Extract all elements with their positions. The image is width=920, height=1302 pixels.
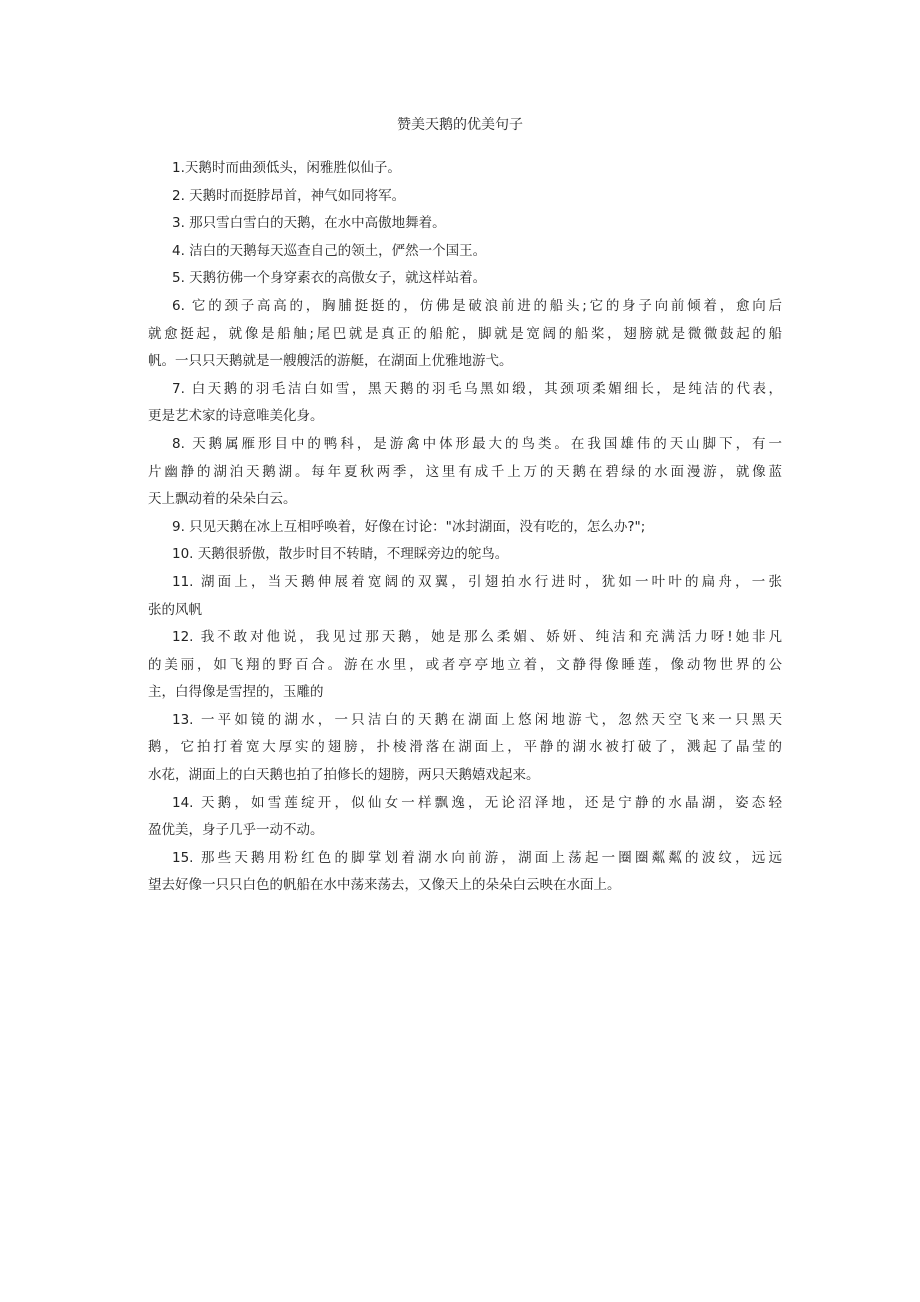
paragraph-line: 更是艺术家的诗意唯美化身。: [148, 408, 324, 425]
paragraph: [148, 514, 782, 542]
paragraph-line: 14. 天鹅，如雪莲绽开，似仙女一样飘逸，无论沼泽地，还是宁静的水晶湖，姿态轻: [172, 794, 782, 811]
paragraph-line: 主，白得像是雪捏的，玉雕的: [148, 684, 324, 701]
paragraph-line: 水花，湖面上的白天鹅也拍了拍修长的翅膀，两只天鹅嬉戏起来。: [148, 767, 540, 784]
paragraph: [148, 707, 782, 790]
paragraph-line: 望去好像一只只白色的帆船在水中荡来荡去，又像天上的朵朵白云映在水面上。: [148, 877, 621, 894]
paragraph-line: 4. 洁白的天鹅每天巡查自己的领土，俨然一个国王。: [172, 242, 487, 259]
paragraph-line: 鹅，它拍打着宽大厚实的翅膀，扑棱滑落在湖面上，平静的湖水被打破了，溅起了晶莹的: [148, 739, 782, 756]
paragraph: [148, 541, 782, 569]
paragraph-line: 张的风帆: [148, 601, 202, 618]
paragraph: [148, 790, 782, 845]
paragraph-line: 7. 白天鹅的羽毛洁白如雪，黑天鹅的羽毛乌黑如缎，其颈项柔媚细长，是纯洁的代表，: [172, 380, 782, 397]
paragraph-line: 5. 天鹅彷佛一个身穿素衣的高傲女子，就这样站着。: [172, 270, 487, 287]
paragraph-line: 就愈挺起，就像是船舳;尾巴就是真正的船舵，脚就是宽阔的船桨，翅膀就是微微鼓起的船: [148, 325, 782, 342]
paragraph-line: 15. 那些天鹅用粉红色的脚掌划着湖水向前游，湖面上荡起一圈圈粼粼的波纹，远远: [172, 849, 782, 866]
document-title: 赞美天鹅的优美句子: [397, 117, 523, 133]
paragraph-line: 12. 我不敢对他说，我见过那天鹅，她是那么柔媚、娇妍、纯洁和充满活力呀!她非凡: [172, 629, 782, 646]
paragraph-line: 3. 那只雪白雪白的天鹅，在水中高傲地舞着。: [172, 215, 446, 232]
paragraph: [148, 293, 782, 376]
paragraph: [148, 183, 782, 211]
paragraph: [148, 155, 782, 183]
paragraph-line: 2. 天鹅时而挺脖昂首，神气如同将军。: [172, 187, 406, 204]
paragraph: [148, 376, 782, 431]
paragraph: [148, 845, 782, 900]
paragraph-line: 1.天鹅时而曲颈低头，闲雅胜似仙子。: [172, 160, 401, 176]
paragraph-line: 天上飘动着的朵朵白云。: [148, 491, 297, 508]
paragraph-line: 盈优美，身子几乎一动不动。: [148, 822, 324, 839]
paragraph: [148, 210, 782, 238]
document-body: [148, 155, 782, 900]
paragraph-line: 8. 天鹅属雁形目中的鸭科，是游禽中体形最大的鸟类。在我国雄伟的天山脚下，有一: [172, 435, 782, 452]
paragraph-line: 13. 一平如镜的湖水，一只洁白的天鹅在湖面上悠闲地游弋，忽然天空飞来一只黑天: [172, 711, 782, 728]
paragraph-line: 片幽静的湖泊天鹅湖。每年夏秋两季，这里有成千上万的天鹅在碧绿的水面漫游，就像蓝: [148, 463, 782, 480]
paragraph: [148, 265, 782, 293]
paragraph-line: 帆。一只只天鹅就是一艘艘活的游艇，在湖面上优雅地游弋。: [148, 353, 513, 370]
paragraph: [148, 238, 782, 266]
paragraph: [148, 569, 782, 624]
paragraph: [148, 624, 782, 707]
paragraph-line: 6. 它的颈子高高的，胸脯挺挺的，仿佛是破浪前进的船头;它的身子向前倾着，愈向后: [172, 297, 782, 314]
paragraph: [148, 431, 782, 514]
paragraph-line: 11. 湖面上，当天鹅伸展着宽阔的双翼，引翅拍水行进时，犹如一叶叶的扁舟，一张: [172, 573, 782, 590]
paragraph-line: 9. 只见天鹅在冰上互相呼唤着，好像在讨论："冰封湖面，没有吃的，怎么办?";: [172, 518, 646, 535]
paragraph-line: 10. 天鹅很骄傲，散步时目不转睛，不理睬旁边的鸵鸟。: [172, 546, 509, 563]
paragraph-line: 的美丽，如飞翔的野百合。游在水里，或者亭亭地立着，文静得像睡莲，像动物世界的公: [148, 656, 782, 673]
